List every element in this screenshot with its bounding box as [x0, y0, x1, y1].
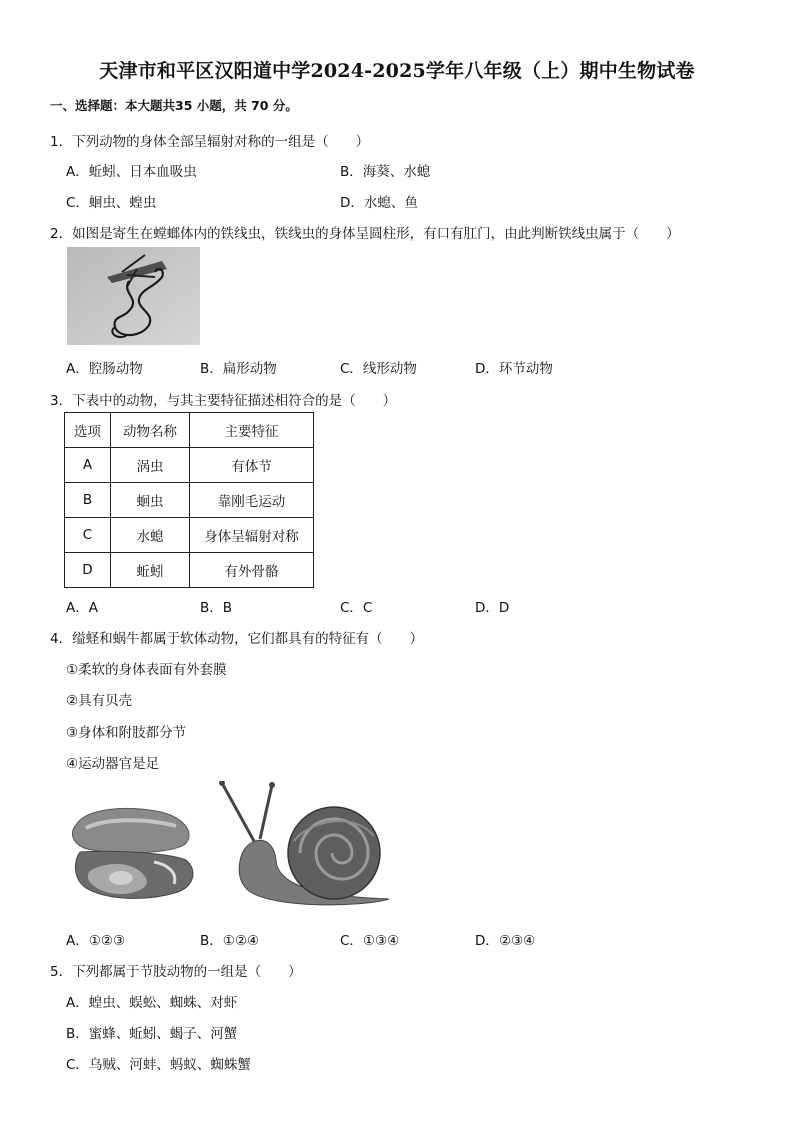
q4-option-a: A．①②③ [66, 933, 126, 949]
q4-option-c: C．①③④ [340, 933, 400, 949]
q4-statement-4: ④运动器官是足 [66, 756, 160, 772]
table-row [65, 518, 314, 553]
q5-option-b: B．蜜蜂、蚯蚓、蝎子、河蟹 [66, 1026, 238, 1042]
exam-title: 天津市和平区汉阳道中学2024-2025学年八年级（上）期中生物试卷 [99, 60, 695, 82]
q3-table [64, 412, 314, 588]
snail-photo [214, 781, 392, 913]
q4-option-d: D．②③④ [475, 933, 536, 949]
table-cell: 有体节 [190, 448, 314, 483]
q3-option-c: C．C [340, 600, 373, 616]
razor-clam-photo [66, 800, 201, 912]
table-cell: 身体呈辐射对称 [190, 518, 314, 553]
q2-option-a: A．腔肠动物 [66, 361, 143, 377]
table-header: 选项 [65, 413, 111, 448]
table-cell: B [65, 483, 111, 518]
table-header: 主要特征 [190, 413, 314, 448]
q4-statement-1: ①柔软的身体表面有外套膜 [66, 662, 227, 678]
table-cell: 有外骨骼 [190, 553, 314, 588]
table-row [65, 553, 314, 588]
question-5-stem: 5．下列都属于节肢动物的一组是（ ） [50, 964, 302, 980]
q2-option-b: B．扁形动物 [200, 361, 277, 377]
q4-statement-2: ②具有贝壳 [66, 693, 133, 709]
table-row [65, 483, 314, 518]
table-header: 动物名称 [111, 413, 190, 448]
table-cell: 涡虫 [111, 448, 190, 483]
table-header-row [65, 413, 314, 448]
q4-statement-3: ③身体和附肢都分节 [66, 725, 187, 741]
q3-option-a: A．A [66, 600, 98, 616]
table-cell: C [65, 518, 111, 553]
q1-option-d: D．水螅、鱼 [340, 195, 418, 211]
q3-option-d: D．D [475, 600, 510, 616]
horsehair-worm-photo [67, 247, 200, 345]
q2-option-d: D．环节动物 [475, 361, 553, 377]
question-1-stem: 1．下列动物的身体全部呈辐射对称的一组是（ ） [50, 134, 370, 150]
table-cell: 蛔虫 [111, 483, 190, 518]
q2-option-c: C．线形动物 [340, 361, 417, 377]
q4-option-b: B．①②④ [200, 933, 260, 949]
table-row [65, 448, 314, 483]
question-2-stem: 2．如图是寄生在螳螂体内的铁线虫，铁线虫的身体呈圆柱形，有口有肛门，由此判断铁线虫属于（ ） [50, 226, 680, 242]
question-3-stem: 3．下表中的动物，与其主要特征描述相符合的是（ ） [50, 393, 397, 409]
section-heading: 一、选择题：本大题共35 小题，共 70 分。 [50, 98, 298, 113]
q5-option-a: A．蝗虫、蜈蚣、蜘蛛、对虾 [66, 995, 238, 1011]
table-cell: 靠刚毛运动 [190, 483, 314, 518]
table-cell: 蚯蚓 [111, 553, 190, 588]
q1-option-b: B．海葵、水螅 [340, 164, 431, 180]
q3-option-b: B．B [200, 600, 233, 616]
table-cell: A [65, 448, 111, 483]
q1-option-a: A．蚯蚓、日本血吸虫 [66, 164, 197, 180]
table-cell: D [65, 553, 111, 588]
question-4-stem: 4．缢蛏和蜗牛都属于软体动物，它们都具有的特征有（ ） [50, 631, 424, 647]
table-cell: 水螅 [111, 518, 190, 553]
q1-option-c: C．蛔虫、蝗虫 [66, 195, 157, 211]
q5-option-c: C．乌贼、河蚌、蚂蚁、蜘蛛蟹 [66, 1057, 251, 1073]
